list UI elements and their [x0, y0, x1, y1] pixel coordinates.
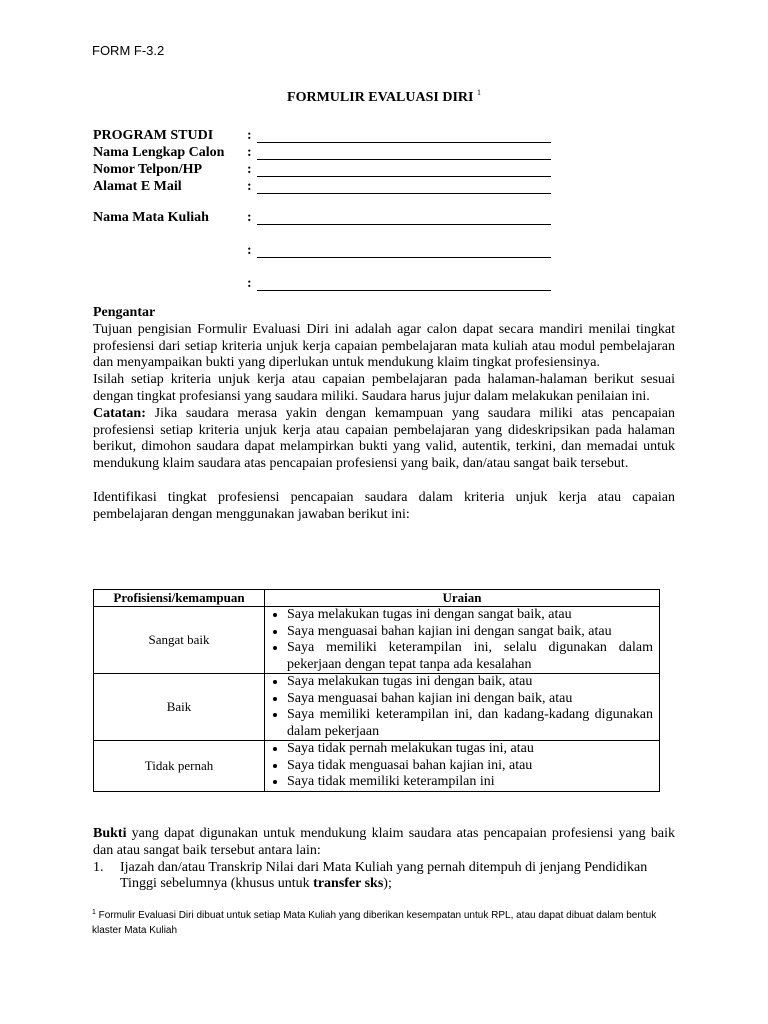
intro-heading: Pengantar — [93, 305, 156, 320]
field-label: Nama Lengkap Calon — [93, 145, 225, 160]
evidence-item — [93, 860, 675, 894]
list-item: • Saya melakukan tugas ini dengan sangat baik, atau — [287, 607, 653, 624]
field-mata-kuliah-extra-2 — [93, 276, 563, 293]
intro-section — [93, 305, 675, 524]
field-colon: : — [247, 276, 252, 291]
field-colon: : — [247, 145, 252, 160]
field-label: Nama Mata Kuliah — [93, 210, 209, 225]
item-end: ); — [383, 876, 392, 892]
list-item: • Saya memiliki keterampilan ini, selalu digunakan dalam pekerjaan dengan tepat tanpa ada kesalahan — [287, 640, 653, 673]
field-label: Nomor Telpon/HP — [93, 162, 203, 177]
list-item: • Saya tidak memiliki keterampilan ini — [287, 774, 653, 791]
level-cell: Sangat baik — [94, 607, 265, 674]
evidence-text: yang dapat digunakan untuk mendukung klaim saudara atas pencapaian profesiensi yang baik dan atau sangat baik tersebut antara lain: — [93, 826, 675, 858]
field-alamat-email — [93, 179, 563, 196]
page-title — [0, 88, 768, 106]
column-header: Uraian — [265, 590, 660, 607]
fill-line[interactable] — [257, 224, 551, 225]
field-nomor-telpon — [93, 162, 563, 179]
description-cell — [265, 741, 660, 792]
title-text: FORMULIR EVALUASI DIRI — [287, 90, 474, 105]
identify-paragraph: Identifikasi tingkat profesiensi pencapaian saudara dalam kriteria unjuk kerja atau capaian pembelajaran dengan menggunakan jawaban berikut ini: — [93, 489, 675, 522]
fill-line[interactable] — [257, 193, 551, 194]
level-cell: Baik — [94, 674, 265, 741]
list-item: • Saya tidak pernah melakukan tugas ini, atau — [287, 741, 653, 758]
fill-line[interactable] — [257, 159, 551, 160]
field-colon: : — [247, 210, 252, 225]
field-colon: : — [247, 128, 252, 143]
field-nama-lengkap — [93, 145, 563, 162]
table-row — [94, 741, 660, 792]
description-cell — [265, 607, 660, 674]
title-footnote-mark: 1 — [476, 88, 481, 97]
footnote-mark: 1 — [92, 909, 96, 916]
footnote-text: Formulir Evaluasi Diri dibuat untuk setiap Mata Kuliah yang diberikan kesempatan untuk RPL, atau dapat dibuat dalam bentuk klaster Mata Kuliah — [92, 910, 657, 936]
field-label: Alamat E Mail — [93, 179, 182, 194]
evidence-paragraph — [93, 826, 675, 860]
item-text: Ijazah dan/atau Transkrip Nilai dari Mata Kuliah yang pernah ditempuh di jenjang Pendidikan Tinggi sebelumnya (khusus untuk — [120, 859, 648, 892]
fill-line[interactable] — [257, 142, 551, 143]
field-colon: : — [247, 243, 252, 258]
proficiency-table — [93, 589, 660, 792]
column-header: Profisiensi/kemampuan — [94, 590, 265, 607]
item-number: 1. — [93, 859, 104, 875]
field-label: PROGRAM STUDI — [93, 128, 214, 143]
intro-paragraph-1: Tujuan pengisian Formulir Evaluasi Diri ini adalah agar calon dapat secara mandiri menilai tingkat profesiensi dari setiap kriteria unjuk kerja capaian pembelajaran mata kuliah atau modul pembelajaran dan menyampaikan bukti yang diperlukan untuk mendukung klaim tingkat profesiensinya. — [93, 321, 675, 371]
note-text: Jika saudara merasa yakin dengan kemampuan yang saudara miliki atas pencapaian profesiensi setiap kriteria unjuk kerja atau capaian pembelajaran yang dideskripsikan pada halaman berikut, dimohon saudara dapat melampirkan bukti yang valid, autentik, terkini, dan memadai untuk mendukung klaim saudara atas pencapaian profesiensi yang baik, dan/atau sangat baik tersebut. — [93, 405, 675, 472]
field-program-studi — [93, 128, 563, 145]
level-cell: Tidak pernah — [94, 741, 265, 792]
list-item: • Saya menguasai bahan kajian ini dengan baik, atau — [287, 691, 653, 708]
field-mata-kuliah-extra-1 — [93, 243, 563, 260]
field-colon: : — [247, 179, 252, 194]
list-item: • Saya tidak menguasai bahan kajian ini, atau — [287, 758, 653, 775]
footnote — [92, 905, 672, 938]
note-label: Catatan: — [93, 405, 146, 421]
evidence-label: Bukti — [93, 826, 127, 841]
table-header-row — [94, 590, 660, 607]
intro-paragraph-2: Isilah setiap kriteria unjuk kerja atau capaian pembelajaran pada halaman-halaman berikut sesuai dengan tingkat profesiansi yang saudara miliki. Saudara harus jujur dalam melakukan penilaian ini. — [93, 372, 675, 404]
form-code: FORM F-3.2 — [92, 43, 165, 58]
item-bold-text: transfer sks — [313, 876, 384, 892]
applicant-fields — [93, 128, 563, 293]
fill-line[interactable] — [257, 257, 551, 258]
field-nama-mata-kuliah — [93, 210, 563, 227]
field-colon: : — [247, 162, 252, 177]
list-item: • Saya menguasai bahan kajian ini dengan sangat baik, atau — [287, 624, 653, 641]
fill-line[interactable] — [257, 290, 551, 291]
list-item: • Saya melakukan tugas ini dengan baik, atau — [287, 674, 653, 691]
note-paragraph — [93, 406, 675, 473]
fill-line[interactable] — [257, 176, 551, 177]
description-cell — [265, 674, 660, 741]
table-row — [94, 674, 660, 741]
list-item: • Saya memiliki keterampilan ini, dan kadang-kadang digunakan dalam pekerjaan — [287, 707, 653, 740]
table-row — [94, 607, 660, 674]
evidence-section — [93, 826, 675, 893]
